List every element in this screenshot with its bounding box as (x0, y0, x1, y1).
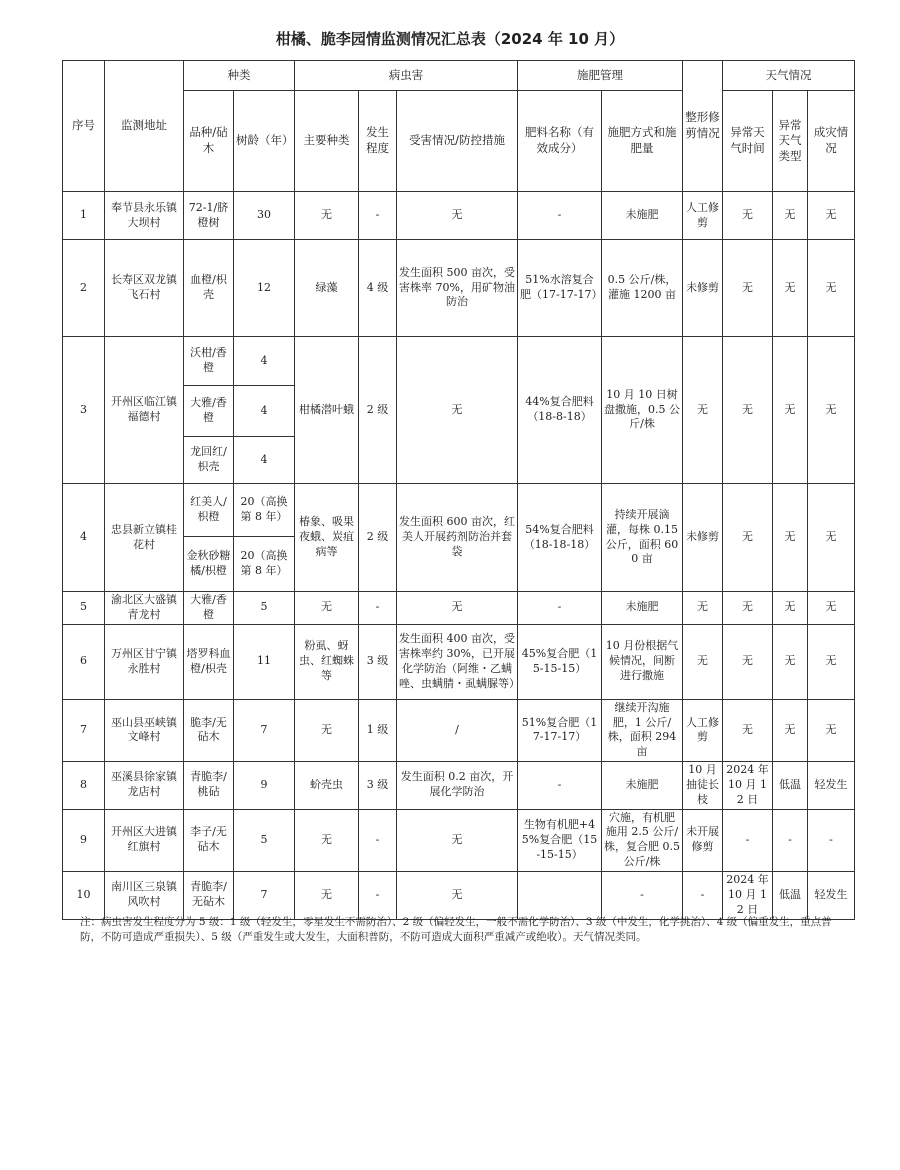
cell-pest-damage: 发生面积 0.2 亩次，开展化学防治 (397, 762, 518, 810)
cell-age: 5 (234, 592, 295, 625)
header-weather-time: 异常天气时间 (723, 91, 773, 192)
cell-pest-type: 粉虱、蚜虫、红蜘蛛等 (295, 624, 359, 699)
cell-age: 12 (234, 240, 295, 337)
cell-weather-damage: - (808, 809, 855, 871)
table-row (63, 592, 855, 625)
cell-weather-damage: 无 (808, 484, 855, 592)
cell-pest-damage: 无 (397, 871, 518, 919)
cell-pest-damage: 无 (397, 592, 518, 625)
table-row (63, 871, 855, 919)
cell-location: 巫溪县徐家镇龙店村 (105, 762, 184, 810)
header-seq: 序号 (63, 61, 105, 192)
cell-pest-type: 柑橘潜叶蛾 (295, 337, 359, 484)
cell-variety: 大雅/香橙 (184, 386, 234, 437)
header-fert-group: 施肥管理 (518, 61, 683, 91)
cell-variety: 金秋砂糖橘/枳橙 (184, 537, 234, 592)
table-row (63, 240, 855, 337)
cell-variety: 青脆李/无砧木 (184, 871, 234, 919)
cell-age: 7 (234, 871, 295, 919)
cell-fert-method: - (602, 871, 683, 919)
cell-fert-name: 生物有机肥+45%复合肥（15-15-15） (518, 809, 602, 871)
cell-variety: 红美人/枳橙 (184, 484, 234, 537)
cell-age: 30 (234, 192, 295, 240)
cell-age: 4 (234, 437, 295, 484)
header-pest-level: 发生程度 (359, 91, 397, 192)
cell-pest-level: 3 级 (359, 762, 397, 810)
cell-pruning: - (683, 871, 723, 919)
cell-seq: 10 (63, 871, 105, 919)
cell-location: 忠县新立镇桂花村 (105, 484, 184, 592)
cell-location: 长寿区双龙镇飞石村 (105, 240, 184, 337)
cell-variety: 大雅/香橙 (184, 592, 234, 625)
cell-pest-type: 无 (295, 592, 359, 625)
cell-weather-time: 无 (723, 699, 773, 761)
cell-pruning: 未修剪 (683, 240, 723, 337)
cell-age: 7 (234, 699, 295, 761)
cell-weather-type: 低温 (773, 871, 808, 919)
table-row (63, 337, 855, 386)
cell-seq: 2 (63, 240, 105, 337)
cell-age: 4 (234, 386, 295, 437)
header-variety: 品种/砧木 (184, 91, 234, 192)
cell-seq: 7 (63, 699, 105, 761)
cell-pest-level: 2 级 (359, 337, 397, 484)
cell-weather-type: 无 (773, 624, 808, 699)
cell-age: 9 (234, 762, 295, 810)
cell-pest-type: 无 (295, 809, 359, 871)
header-row-1 (63, 61, 855, 91)
table-row (63, 484, 855, 537)
cell-pest-level: - (359, 192, 397, 240)
cell-location: 南川区三泉镇风吹村 (105, 871, 184, 919)
cell-weather-time: - (723, 809, 773, 871)
cell-variety: 72-1/脐橙树 (184, 192, 234, 240)
cell-pruning: 未开展修剪 (683, 809, 723, 871)
cell-fert-name: - (518, 762, 602, 810)
cell-fert-method: 10 月 10 日树盘撒施，0.5 公斤/株 (602, 337, 683, 484)
cell-weather-type: 低温 (773, 762, 808, 810)
cell-fert-name: 54%复合肥料（18-18-18） (518, 484, 602, 592)
cell-seq: 8 (63, 762, 105, 810)
header-weather-type: 异常天气类型 (773, 91, 808, 192)
cell-weather-type: 无 (773, 240, 808, 337)
cell-pest-damage: 发生面积 500 亩次，受害株率 70%，用矿物油防治 (397, 240, 518, 337)
header-fert-name: 肥料名称（有效成分） (518, 91, 602, 192)
cell-seq: 4 (63, 484, 105, 592)
cell-fert-name: 51%复合肥（17-17-17） (518, 699, 602, 761)
cell-variety: 青脆李/桃砧 (184, 762, 234, 810)
cell-weather-type: - (773, 809, 808, 871)
cell-age: 5 (234, 809, 295, 871)
header-age: 树龄（年） (234, 91, 295, 192)
cell-location: 万州区甘宁镇永胜村 (105, 624, 184, 699)
cell-pest-level: - (359, 809, 397, 871)
cell-fert-method: 10 月份根据气候情况，间断进行撒施 (602, 624, 683, 699)
cell-variety: 塔罗科血橙/枳壳 (184, 624, 234, 699)
cell-weather-damage: 轻发生 (808, 871, 855, 919)
cell-age: 20（高换第 8 年） (234, 484, 295, 537)
cell-weather-damage: 无 (808, 592, 855, 625)
cell-location: 奉节县永乐镇大坝村 (105, 192, 184, 240)
cell-age: 4 (234, 337, 295, 386)
cell-pest-level: 4 级 (359, 240, 397, 337)
header-fert-method: 施肥方式和施肥量 (602, 91, 683, 192)
cell-weather-damage: 无 (808, 699, 855, 761)
cell-fert-method: 0.5 公斤/株，灌施 1200 亩 (602, 240, 683, 337)
header-pruning: 整形修剪情况 (683, 61, 723, 192)
cell-weather-type: 无 (773, 592, 808, 625)
cell-pruning: 无 (683, 337, 723, 484)
page-title: 柑橘、脆李园情监测情况汇总表（2024 年 10 月） (275, 30, 625, 48)
cell-weather-damage: 无 (808, 337, 855, 484)
cell-pest-damage: 无 (397, 337, 518, 484)
cell-weather-time: 无 (723, 624, 773, 699)
cell-pest-type: 无 (295, 192, 359, 240)
table-body (63, 192, 855, 920)
cell-fert-name (518, 871, 602, 919)
cell-weather-type: 无 (773, 484, 808, 592)
cell-pest-damage: 无 (397, 192, 518, 240)
cell-weather-type: 无 (773, 337, 808, 484)
cell-seq: 1 (63, 192, 105, 240)
cell-fert-method: 未施肥 (602, 592, 683, 625)
cell-fert-method: 继续开沟施肥，1 公斤/株，面积 294 亩 (602, 699, 683, 761)
cell-pest-level: 3 级 (359, 624, 397, 699)
cell-pest-damage: / (397, 699, 518, 761)
cell-pruning: 无 (683, 624, 723, 699)
cell-pest-type: 无 (295, 871, 359, 919)
monitoring-summary-table (62, 60, 855, 920)
table-row (63, 699, 855, 761)
cell-weather-time: 2024 年 10 月 12 日 (723, 871, 773, 919)
cell-location: 开州区临江镇福德村 (105, 337, 184, 484)
cell-pruning: 未修剪 (683, 484, 723, 592)
table-row (63, 762, 855, 810)
cell-fert-name: 44%复合肥料（18-8-18） (518, 337, 602, 484)
cell-pruning: 10 月抽徒长枝 (683, 762, 723, 810)
cell-variety: 龙回红/枳壳 (184, 437, 234, 484)
cell-pruning: 人工修剪 (683, 192, 723, 240)
cell-pest-damage: 无 (397, 809, 518, 871)
cell-weather-type: 无 (773, 192, 808, 240)
cell-seq: 6 (63, 624, 105, 699)
cell-age: 11 (234, 624, 295, 699)
cell-pest-type: 椿象、吸果夜蛾、炭疽病等 (295, 484, 359, 592)
cell-fert-method: 穴施，有机肥施用 2.5 公斤/株，复合肥 0.5 公斤/株 (602, 809, 683, 871)
cell-weather-damage: 无 (808, 192, 855, 240)
cell-age: 20（高换第 8 年） (234, 537, 295, 592)
header-pest-type: 主要种类 (295, 91, 359, 192)
cell-weather-type: 无 (773, 699, 808, 761)
cell-fert-method: 持续开展滴灌，每株 0.15 公斤，面积 600 亩 (602, 484, 683, 592)
cell-fert-name: - (518, 592, 602, 625)
cell-weather-time: 2024 年 10 月 12 日 (723, 762, 773, 810)
cell-pest-level: 1 级 (359, 699, 397, 761)
header-variety-group: 种类 (184, 61, 295, 91)
header-pest-group: 病虫害 (295, 61, 518, 91)
cell-weather-time: 无 (723, 240, 773, 337)
cell-weather-time: 无 (723, 337, 773, 484)
cell-pest-damage: 发生面积 600 亩次，红美人开展药剂防治并套袋 (397, 484, 518, 592)
cell-pest-level: 2 级 (359, 484, 397, 592)
cell-weather-damage: 无 (808, 240, 855, 337)
cell-seq: 5 (63, 592, 105, 625)
cell-variety: 李子/无砧木 (184, 809, 234, 871)
cell-pest-level: - (359, 871, 397, 919)
table-row (63, 624, 855, 699)
header-weather-damage: 成灾情况 (808, 91, 855, 192)
cell-weather-damage: 轻发生 (808, 762, 855, 810)
cell-variety: 脆李/无砧木 (184, 699, 234, 761)
cell-fert-name: - (518, 192, 602, 240)
cell-fert-name: 45%复合肥（15-15-15） (518, 624, 602, 699)
cell-seq: 3 (63, 337, 105, 484)
header-location: 监测地址 (105, 61, 184, 192)
table-footnote: 注：病虫害发生程度分为 5 级：1 级（轻发生，零星发生不需防治）、2 级（偏轻发生，一般不需化学防治）、3 级（中发生，化学挑治）、4 级（偏重发生，重点普防，不防可造成严重损失）、5 级（严重发生或大发生，大面积普防，不防可造成大面积严重减产或绝收）。天气情况类同。 (80, 916, 832, 944)
cell-location: 开州区大进镇红旗村 (105, 809, 184, 871)
cell-weather-time: 无 (723, 192, 773, 240)
cell-weather-time: 无 (723, 484, 773, 592)
cell-location: 巫山县巫峡镇文峰村 (105, 699, 184, 761)
cell-pest-type: 绿藻 (295, 240, 359, 337)
cell-weather-damage: 无 (808, 624, 855, 699)
header-pest-damage: 受害情况/防控措施 (397, 91, 518, 192)
table-row (63, 809, 855, 871)
cell-fert-method: 未施肥 (602, 762, 683, 810)
cell-variety: 血橙/枳壳 (184, 240, 234, 337)
cell-pruning: 无 (683, 592, 723, 625)
cell-pest-type: 无 (295, 699, 359, 761)
cell-pruning: 人工修剪 (683, 699, 723, 761)
cell-fert-name: 51%水溶复合肥（17-17-17） (518, 240, 602, 337)
cell-fert-method: 未施肥 (602, 192, 683, 240)
cell-location: 渝北区大盛镇青龙村 (105, 592, 184, 625)
cell-pest-type: 蚧壳虫 (295, 762, 359, 810)
cell-seq: 9 (63, 809, 105, 871)
header-weather-group: 天气情况 (723, 61, 855, 91)
cell-pest-damage: 发生面积 400 亩次，受害株率约 30%，已开展化学防治（阿维・乙螨唑、虫螨腈・虱螨脲等） (397, 624, 518, 699)
cell-weather-time: 无 (723, 592, 773, 625)
cell-variety: 沃柑/香橙 (184, 337, 234, 386)
table-row (63, 192, 855, 240)
cell-pest-level: - (359, 592, 397, 625)
